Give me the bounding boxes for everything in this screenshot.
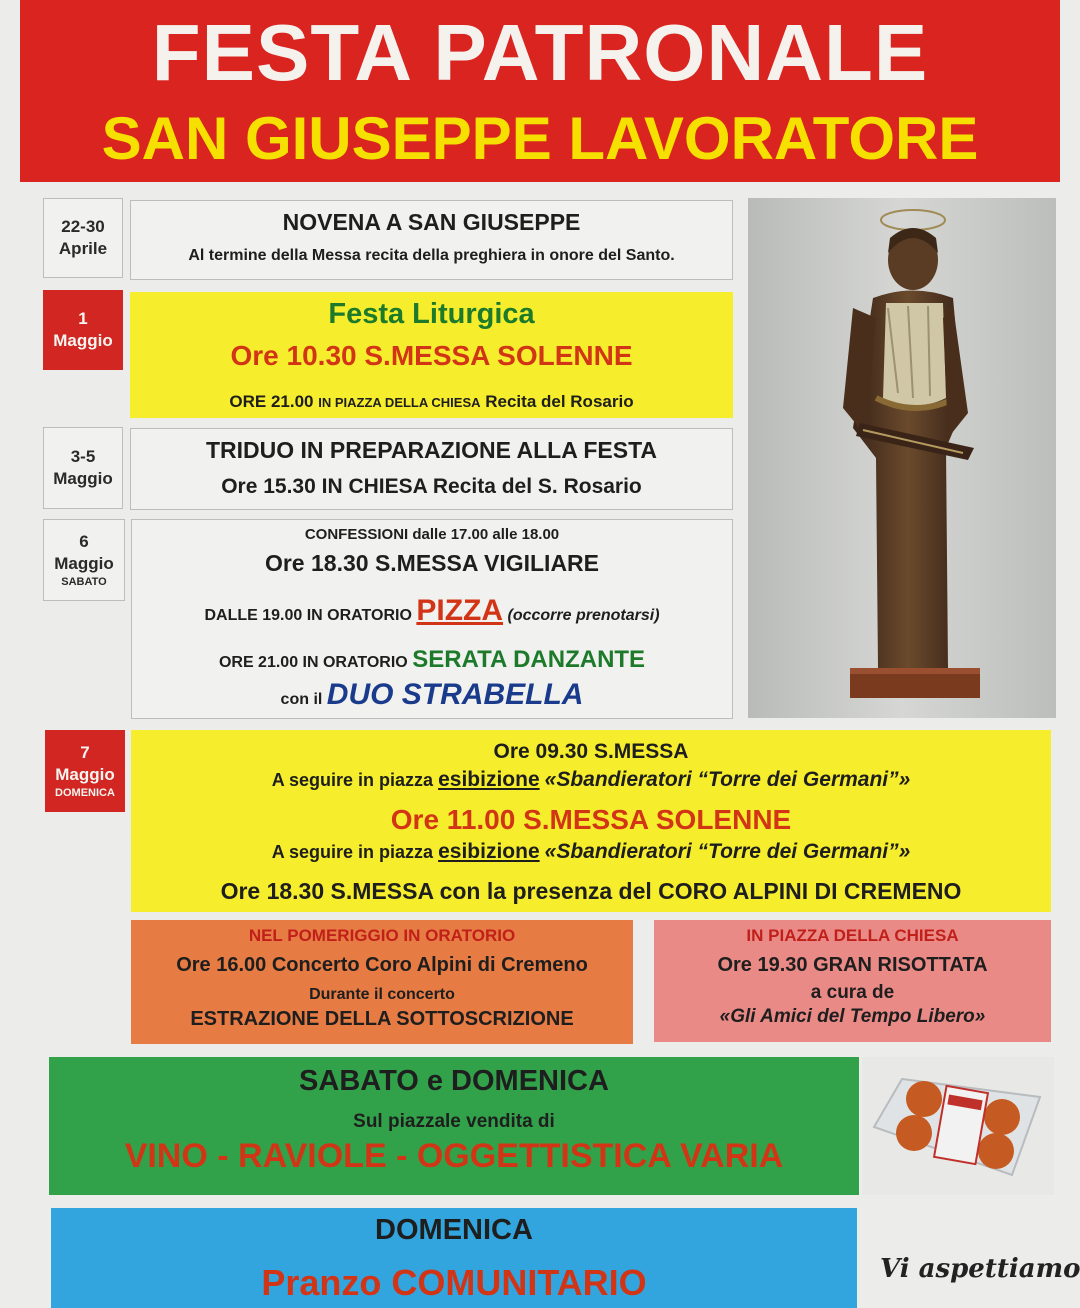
date-line: Maggio	[53, 331, 113, 350]
event-dance	[132, 646, 732, 674]
date-box-may1	[43, 290, 123, 370]
date-line: 22-30	[61, 217, 105, 236]
header-banner	[20, 0, 1060, 182]
raviole-pack-icon	[862, 1057, 1054, 1195]
follow-link: esibizione	[438, 840, 540, 863]
follow-text: «Sbandieratori “Torre dei Germani”»	[544, 768, 911, 791]
band-prefix: con il	[280, 691, 323, 708]
afternoon-heading: NEL POMERIGGIO IN ORATORIO	[248, 926, 516, 945]
afternoon-line1: Ore 16.00 Concerto Coro Alpini di Cremeno	[176, 954, 588, 976]
follow-link: esibizione	[438, 768, 540, 791]
event-domenica	[131, 730, 1051, 912]
page-title: FESTA PATRONALE	[151, 8, 929, 97]
event-mass: Ore 18.30 S.MESSA VIGILIARE	[264, 550, 600, 576]
square-box	[654, 920, 1051, 1042]
event-triduo	[130, 428, 733, 510]
date-line: Aprile	[58, 239, 108, 258]
event-mass2: Ore 11.00 S.MESSA SOLENNE	[390, 804, 792, 835]
date-line: 6	[79, 532, 89, 551]
event-mass3: Ore 18.30 S.MESSA con la presenza del CORO ALPINI DI CREMENO	[220, 878, 962, 904]
weekend-box	[49, 1057, 859, 1195]
event-title: Festa Liturgica	[328, 298, 535, 330]
event-mass1: Ore 09.30 S.MESSA	[493, 740, 689, 763]
square-line2: a cura de	[810, 982, 895, 1003]
event-follow1	[131, 768, 1051, 792]
follow-text: «Sbandieratori “Torre dei Germani”»	[544, 840, 911, 863]
follow-prefix: A seguire in piazza	[271, 842, 434, 862]
statue-icon	[748, 198, 1056, 718]
afternoon-line3: ESTRAZIONE DELLA SOTTOSCRIZIONE	[190, 1008, 574, 1030]
event-band	[132, 678, 732, 712]
event-mass: Ore 10.30 S.MESSA SOLENNE	[230, 340, 633, 371]
event-follow2	[131, 840, 1051, 864]
statue-photo	[748, 198, 1056, 718]
date-line: 3-5	[70, 447, 96, 466]
square-line1: Ore 19.30 GRAN RISOTTATA	[717, 954, 988, 976]
date-box-may6	[43, 519, 125, 601]
event-evening	[130, 392, 733, 412]
weekend-heading: SABATO e DOMENICA	[299, 1065, 609, 1097]
date-weekday: SABATO	[61, 576, 107, 588]
pizza-highlight: PIZZA	[416, 594, 504, 627]
dance-highlight: SERATA DANZANTE	[412, 646, 646, 673]
event-title: NOVENA A SAN GIUSEPPE	[282, 209, 581, 235]
event-text: Ore 15.30 IN CHIESA Recita del S. Rosario	[221, 475, 642, 498]
event-vigilia	[131, 519, 733, 719]
sunday-heading: DOMENICA	[375, 1214, 533, 1246]
follow-prefix: A seguire in piazza	[271, 770, 434, 790]
dance-prefix: ORE 21.00 IN ORATORIO	[218, 654, 408, 671]
square-line3: «Gli Amici del Tempo Libero»	[719, 1006, 986, 1027]
sunday-line1: Pranzo COMUNITARIO	[261, 1262, 647, 1303]
date-line: Maggio	[55, 765, 115, 784]
event-title: TRIDUO IN PREPARAZIONE ALLA FESTA	[205, 437, 658, 463]
raviole-photo	[862, 1057, 1054, 1195]
date-weekday: DOMENICA	[55, 787, 115, 799]
date-line: 1	[78, 309, 88, 328]
weekend-line2: VINO - RAVIOLE - OGGETTISTICA VARIA	[124, 1137, 784, 1175]
evening-text: Recita del Rosario	[485, 392, 634, 411]
event-confessions: CONFESSIONI dalle 17.00 alle 18.00	[304, 526, 560, 543]
weekend-line1: Sul piazzale vendita di	[353, 1111, 555, 1132]
event-pizza	[132, 594, 732, 628]
event-festa-liturgica	[130, 292, 733, 418]
date-box-triduo	[43, 427, 123, 509]
sunday-box	[51, 1208, 857, 1308]
evening-place: IN PIAZZA DELLA CHIESA	[318, 395, 481, 410]
evening-time: ORE 21.00	[229, 392, 314, 411]
square-heading: IN PIAZZA DELLA CHIESA	[746, 926, 959, 945]
date-box-may7	[45, 730, 125, 812]
pizza-prefix: DALLE 19.00 IN ORATORIO	[204, 607, 412, 624]
date-line: 7	[80, 743, 90, 762]
event-text: Al termine della Messa recita della preghiera in onore del Santo.	[188, 247, 675, 264]
afternoon-line2: Durante il concerto	[309, 986, 455, 1003]
pizza-note: (occorre prenotarsi)	[507, 607, 660, 624]
greeting-text: Vi aspettiamo	[880, 1254, 1080, 1284]
date-box-novena	[43, 198, 123, 278]
date-line: Maggio	[53, 469, 113, 488]
page-subtitle: SAN GIUSEPPE LAVORATORE	[101, 105, 979, 172]
afternoon-box	[131, 920, 633, 1044]
event-novena	[130, 200, 733, 280]
date-line: Maggio	[54, 554, 114, 573]
band-name: DUO STRABELLA	[326, 678, 584, 711]
